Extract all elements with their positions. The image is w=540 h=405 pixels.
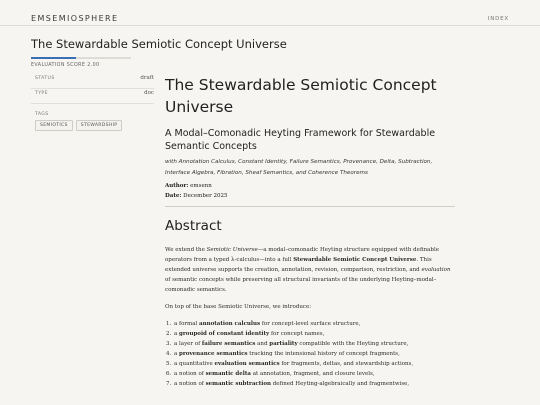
site-brand[interactable]: EMSEMIOSPHERE: [31, 14, 119, 23]
metadata-panel: [31, 75, 154, 131]
document-title: The Stewardable Semiotic Concept Universe: [165, 76, 437, 116]
author-label: Author:: [165, 183, 189, 189]
status-row: [31, 75, 154, 89]
tags-key: TAGS: [35, 112, 49, 117]
list-item: 6. a notion of semantic delta at annotation, fragment, and closure levels,: [173, 369, 455, 379]
tag-list: [31, 120, 154, 131]
abstract-paragraph-1: We extend the Semiotic Universe—a modal–comonadic Heyting structure equipped with definable operators from a typed λ-calculus—into a full Stewardable Semiotic Concept Universe. This extended universe supports the creation, annotation, revision, comparison, restriction, and evaluation of semantic concepts while preserving all structural invariants of the underlying Heyting–modal–comonadic semantics.: [165, 247, 451, 293]
score-label: EVALUATION SCORE 2.00: [31, 63, 100, 68]
list-item: 7. a notion of semantic subtraction defined Heyting-algebraically and fragmentwise,: [173, 379, 455, 389]
abstract-heading: Abstract: [165, 218, 222, 234]
page-title: The Stewardable Semiotic Concept Universe: [31, 37, 287, 51]
type-key: TYPE: [35, 91, 48, 96]
author-line: [165, 181, 455, 191]
date-label: Date:: [165, 193, 182, 199]
status-key: STATUS: [35, 76, 55, 81]
status-value: draft: [140, 75, 154, 81]
index-link[interactable]: INDEX: [487, 16, 509, 22]
type-row: [31, 90, 154, 104]
document-tagline: with Annotation Calculus, Constant Identity, Failure Semantics, Provenance, Delta, Subtraction, Interface Algebra, Fibration, Sheaf Semantics, and Coherence Theorems: [165, 159, 433, 176]
document-subtitle: A Modal–Comonadic Heyting Framework for Stewardable Semantic Concepts: [165, 128, 436, 152]
list-item: 1. a formal annotation calculus for concept-level surface structure,: [173, 319, 455, 329]
article: [165, 74, 455, 389]
list-item: 4. a provenance semantics tracking the intensional history of concept fragments,: [173, 349, 455, 359]
author-name: emsenn: [190, 183, 212, 189]
abstract-paragraph-2: On top of the base Semiotic Universe, we introduce:: [165, 304, 312, 310]
score-bar-fill: [31, 57, 76, 59]
date-line: [165, 191, 455, 201]
list-item: 3. a layer of failure semantics and partiality compatible with the Heyting structure,: [173, 339, 455, 349]
list-item: 2. a groupoid of constant identity for concept names,: [173, 329, 455, 339]
score-bar: [31, 57, 131, 59]
top-bar: [0, 0, 540, 26]
tag-stewardship[interactable]: STEWARDSHIP: [76, 120, 123, 131]
contribution-list: [165, 319, 455, 389]
type-value: doc: [144, 90, 154, 96]
date-value: December 2025: [183, 193, 228, 199]
list-item: 5. a quantitative evaluation semantics for fragments, deltas, and stewardship actions,: [173, 359, 455, 369]
tag-semiotics[interactable]: SEMIOTICS: [35, 120, 73, 131]
divider: [165, 206, 455, 207]
